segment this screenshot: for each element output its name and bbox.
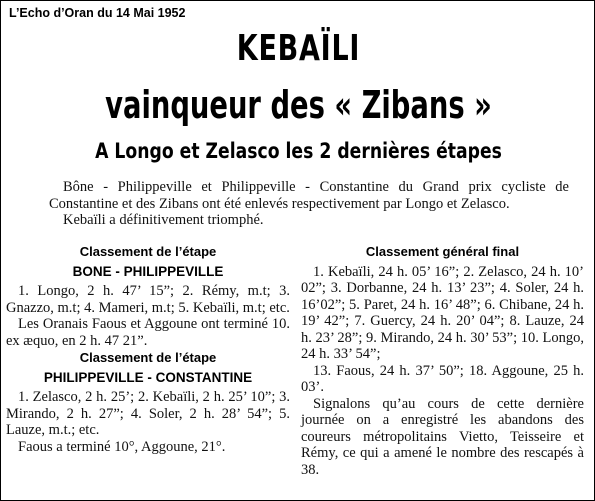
headline-main: vainqueur des « Zibans »: [105, 83, 492, 127]
stage1-name: BONE - PHILIPPEVILLE: [72, 263, 224, 279]
headline-subtitle: A Longo et Zelasco les 2 dernières étapes: [95, 139, 502, 163]
stage2-note: Faous a terminé 10°, Aggoune, 21°.: [18, 438, 226, 455]
headline-name: KEBAÏLI: [236, 28, 361, 69]
general-results: 1. Kebaïli, 24 h. 05’ 16”; 2. Zelasco, 24 h. 10’ 02”; 3. Dorbanne, 24 h. 13’ 23”; 4. Soler, 24 h. 16’02”; 5. Paret, 24 h. 16’ 48”; 6. Chibane, 24 h. 19’ 42”; 7. Guercy, 24 h. 20’ 04”; 8. Lauze, 24 h. 23’ 28”; 9. Mirando, 24 h. 30’ 53”; 10. Longo, 24 h. 33’ 54”;: [301, 263, 584, 362]
intro-text: [49, 179, 569, 229]
intro-paragraph: Kebaïli a définitivement triomphé.: [63, 212, 264, 228]
closing-note: Signalons qu’au cours de cette dernière journée on a enregistré les abandons des coureurs métropolitains Vietto, Teisseire et Rémy, ce qui a amené le nombre des rescapés à 38.: [301, 395, 584, 478]
stage2-name: PHILIPPEVILLE - CONSTANTINE: [43, 369, 253, 385]
stage2-results: 1. Zelasco, 2 h. 25’; 2. Kebaïli, 2 h. 25’ 10”; 3. Mirando, 2 h. 27”; 4. Soler, 2 h. 28’ 54”; 5. Lauze, m.t.; etc.: [6, 389, 290, 438]
stage2-heading: Classement de l’étape: [79, 350, 217, 365]
general-heading: Classement général final: [365, 244, 520, 259]
stage1-heading: Classement de l’étape: [79, 244, 217, 259]
stage1-results: 1. Longo, 2 h. 47’ 15”; 2. Rémy, m.t; 3. Gnazzo, m.t; 4. Mameri, m.t; 5. Kebaïli, m.t; etc.: [6, 283, 290, 316]
general-results-continued: 13. Faous, 24 h. 37’ 50”; 18. Aggoune, 25 h. 03’.: [301, 362, 584, 395]
source-caption: L’Echo d’Oran du 14 Mai 1952: [9, 6, 186, 20]
left-column: [6, 244, 290, 455]
stage1-note: Les Oranais Faous et Aggoune ont terminé 10. ex æquo, en 2 h. 47 21”.: [6, 316, 290, 349]
intro-paragraph: Bône - Philippeville et Philippeville - Constantine du Grand prix cycliste de Constantine et des Zibans ont été enlevés respectivement par Longo et Zelasco.: [49, 179, 569, 212]
right-column: [301, 244, 584, 478]
